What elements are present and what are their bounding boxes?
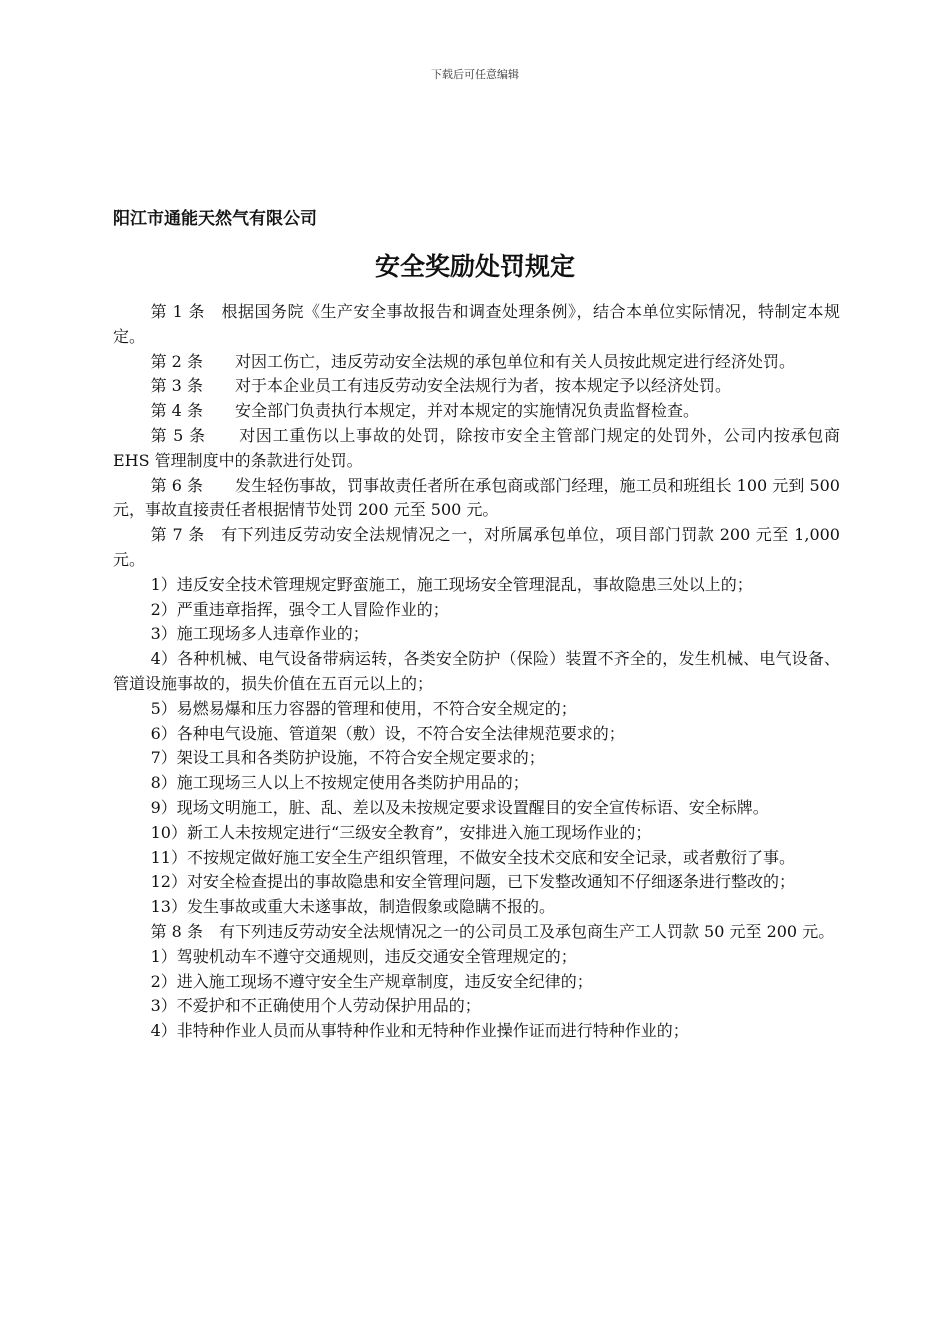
article-7-item: 4）各种机械、电气设备带病运转，各类安全防护（保险）装置不齐全的，发生机械、电气设备、管道设施事故的，损失价值在五百元以上的； (113, 649, 840, 693)
article-7-item: 11）不按规定做好施工安全生产组织管理，不做安全技术交底和安全记录，或者敷衍了事。 (150, 847, 795, 867)
article-7-item: 7）架设工具和各类防护设施，不符合安全规定要求的； (150, 748, 545, 768)
article-8-item: 3）不爱护和不正确使用个人劳动保护用品的； (150, 996, 481, 1016)
article-4: 第 4 条 安全部门负责执行本规定，并对本规定的实施情况负责监督检查。 (150, 401, 699, 421)
article-7-item: 8）施工现场三人以上不按规定使用各类防护用品的； (150, 773, 529, 793)
article-1: 第 1 条 根据国务院《生产安全事故报告和调查处理条例》，结合本单位实际情况，特制定本规定。 (113, 302, 840, 346)
article-5: 第 5 条 对因工重伤以上事故的处罚，除按市安全主管部门规定的处罚外，公司内按承包商 EHS 管理制度中的条款进行处罚。 (113, 425, 840, 470)
company-name: 阳江市通能天然气有限公司 (113, 209, 317, 229)
article-7-item: 9）现场文明施工，脏、乱、差以及未按规定要求设置醒目的安全宣传标语、安全标牌。 (150, 797, 769, 817)
document-title: 安全奖励处罚规定 (374, 252, 575, 281)
header-note: 下载后可任意编辑 (431, 68, 519, 81)
article-7-item: 12）对安全检查提出的事故隐患和安全管理问题，已下发整改通知不仔细逐条进行整改的； (150, 872, 795, 892)
article-3: 第 3 条 对于本企业员工有违反劳动安全法规行为者，按本规定予以经济处罚。 (150, 376, 731, 396)
article-7-item: 6）各种电气设施、管道架（敷）设，不符合安全法律规范要求的； (150, 723, 625, 743)
article-7-item: 5）易燃易爆和压力容器的管理和使用，不符合安全规定的； (150, 698, 577, 718)
article-8-item: 2）进入施工现场不遵守安全生产规章制度，违反安全纪律的； (150, 971, 593, 991)
article-7-item: 3）施工现场多人违章作业的； (150, 624, 369, 644)
article-7-item: 10）新工人未按规定进行“三级安全教育”，安排进入施工现场作业的； (150, 822, 652, 842)
article-7-item: 1）违反安全技术管理规定野蛮施工，施工现场安全管理混乱，事故隐患三处以上的； (150, 574, 753, 594)
document-body (113, 300, 840, 1044)
article-8-item: 1）驾驶机动车不遵守交通规则，违反交通安全管理规定的； (150, 946, 577, 966)
article-8-item: 4）非特种作业人员而从事特种作业和无特种作业操作证而进行特种作业的； (150, 1021, 689, 1041)
article-2: 第 2 条 对因工伤亡，违反劳动安全法规的承包单位和有关人员按此规定进行经济处罚。 (150, 351, 795, 371)
article-8: 第 8 条 有下列违反劳动安全法规情况之一的公司员工及承包商生产工人罚款 50 元至 200 元。 (150, 921, 835, 941)
article-6: 第 6 条 发生轻伤事故，罚事故责任者所在承包商或部门经理，施工员和班组长 100 元到 500 元，事故直接责任者根据情节处罚 200 元至 500 元。 (113, 475, 840, 520)
article-7-item: 2）严重违章指挥，强令工人冒险作业的； (150, 599, 449, 619)
article-7-item: 13）发生事故或重大未遂事故，制造假象或隐瞒不报的。 (150, 897, 555, 917)
article-7: 第 7 条 有下列违反劳动安全法规情况之一，对所属承包单位，项目部门罚款 200 元至 1,000 元。 (113, 525, 840, 569)
